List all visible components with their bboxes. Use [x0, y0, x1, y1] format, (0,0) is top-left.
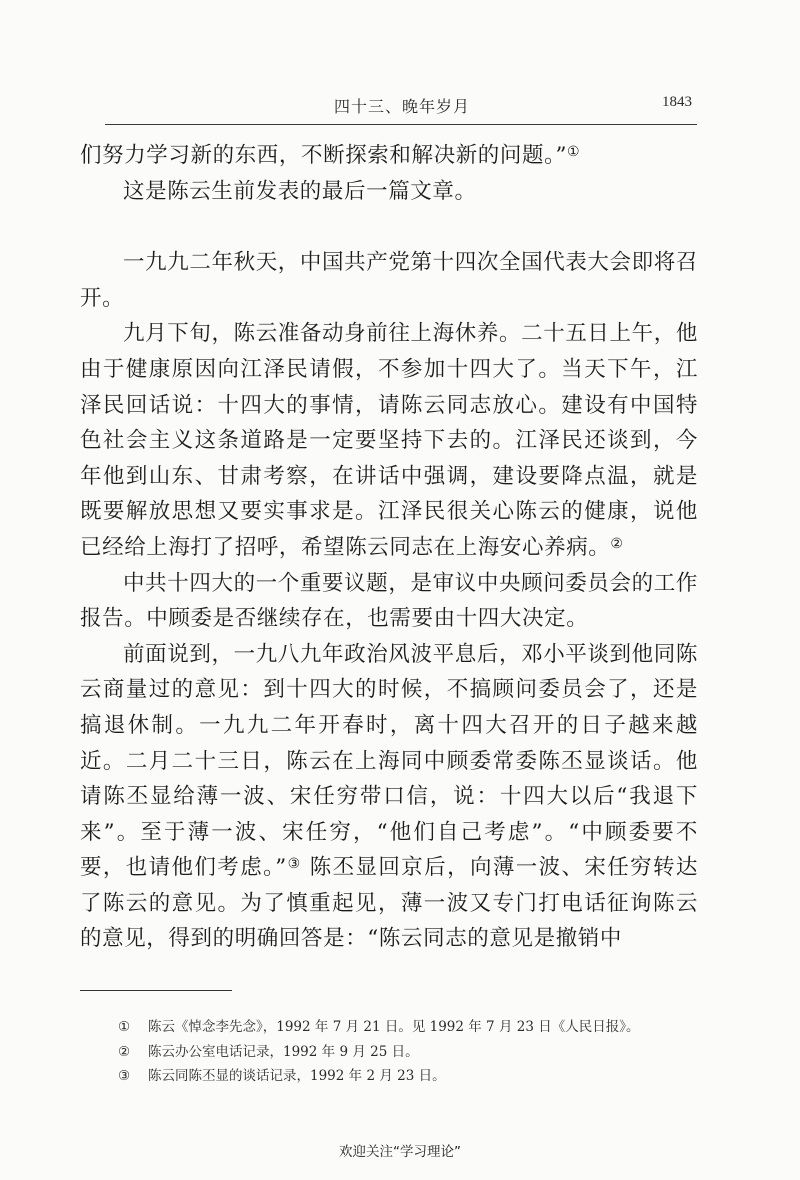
note-ref-1: ①: [567, 144, 581, 160]
running-head: [112, 92, 692, 118]
footnote-marker: ③: [118, 1068, 131, 1084]
footnote-1: [118, 1015, 708, 1040]
footnote-text: 陈云办公室电话记录，1992 年 9 月 25 日。: [148, 1043, 419, 1060]
paragraph-continuation: 们努力学习新的东西，不断探索和解决新的问题。”①: [80, 143, 581, 168]
footnote-rule: [80, 990, 232, 991]
watermark-caption: 欢迎关注“学习理论”: [339, 1144, 461, 1160]
body-text: [80, 138, 698, 957]
footnote-2: [118, 1040, 708, 1065]
paragraph-agenda: 中共十四大的一个重要议题，是审议中央顾问委员会的工作报告。中顾委是否继续存在，也需要由十四大决定。: [80, 570, 698, 632]
footnote-text: 陈云同陈丕显的谈话记录，1992 年 2 月 23 日。: [148, 1068, 446, 1084]
footnotes: [118, 1015, 708, 1089]
paragraph-fourteenth-congress: 一九九二年秋天，中国共产党第十四次全国代表大会即将召开。: [80, 250, 698, 311]
footnote-marker: ①: [118, 1019, 131, 1035]
running-title: 四十三、晚年岁月: [333, 97, 470, 116]
header-rule: [105, 124, 697, 125]
paragraph-last-article: 这是陈云生前发表的最后一篇文章。: [123, 178, 477, 204]
paragraph-september: 九月下旬，陈云准备动身前往上海休养。二十五日上午，他由于健康原因向江泽民请假，不参加十四大了。当天下午，江泽民回话说：十四大的事情，请陈云同志放心。建设有中国特色社会主义这条道路是一定要坚持下去的。江泽民还谈到，今年他到山东、甘肃考察，在讲话中强调，建设要降点温，就是既要解放思想又要实事求是。江泽民很关心陈云的健康，说他已经给上海打了招呼，希望陈云同志在上海安心养病。②: [80, 321, 698, 560]
note-ref-3: ③: [286, 856, 302, 873]
page-number: 1843: [662, 94, 692, 110]
footnote-marker: ②: [118, 1043, 131, 1060]
footnote-text: 陈云《悼念李先念》，1992 年 7 月 21 日。见 1992 年 7 月 23 日《人民日报》。: [148, 1019, 640, 1035]
note-ref-2: ②: [610, 535, 624, 552]
paragraph-advisory-commission: 前面说到，一九八九年政治风波平息后，邓小平谈到他同陈云商量过的意见：到十四大的时候，不搞顾问委员会了，还是搞退休制。一九九二年开春时，离十四大召开的日子越来越近。二月二十三日，陈云在上海同中顾委常委陈丕显谈话。他请陈丕显给薄一波、宋任穷带口信，说：十四大以后“我退下来”。至于薄一波、宋任穷，“他们自己考虑”。“中顾委要不要，也请他们考虑。”③ 陈丕显回京后，向薄一波、宋任穷转达了陈云的意见。为了慎重起见，薄一波又专门打电话征询陈云的意见，得到的明确回答是：“陈云同志的意见是撤销中: [80, 641, 699, 952]
footnote-3: [118, 1064, 708, 1089]
